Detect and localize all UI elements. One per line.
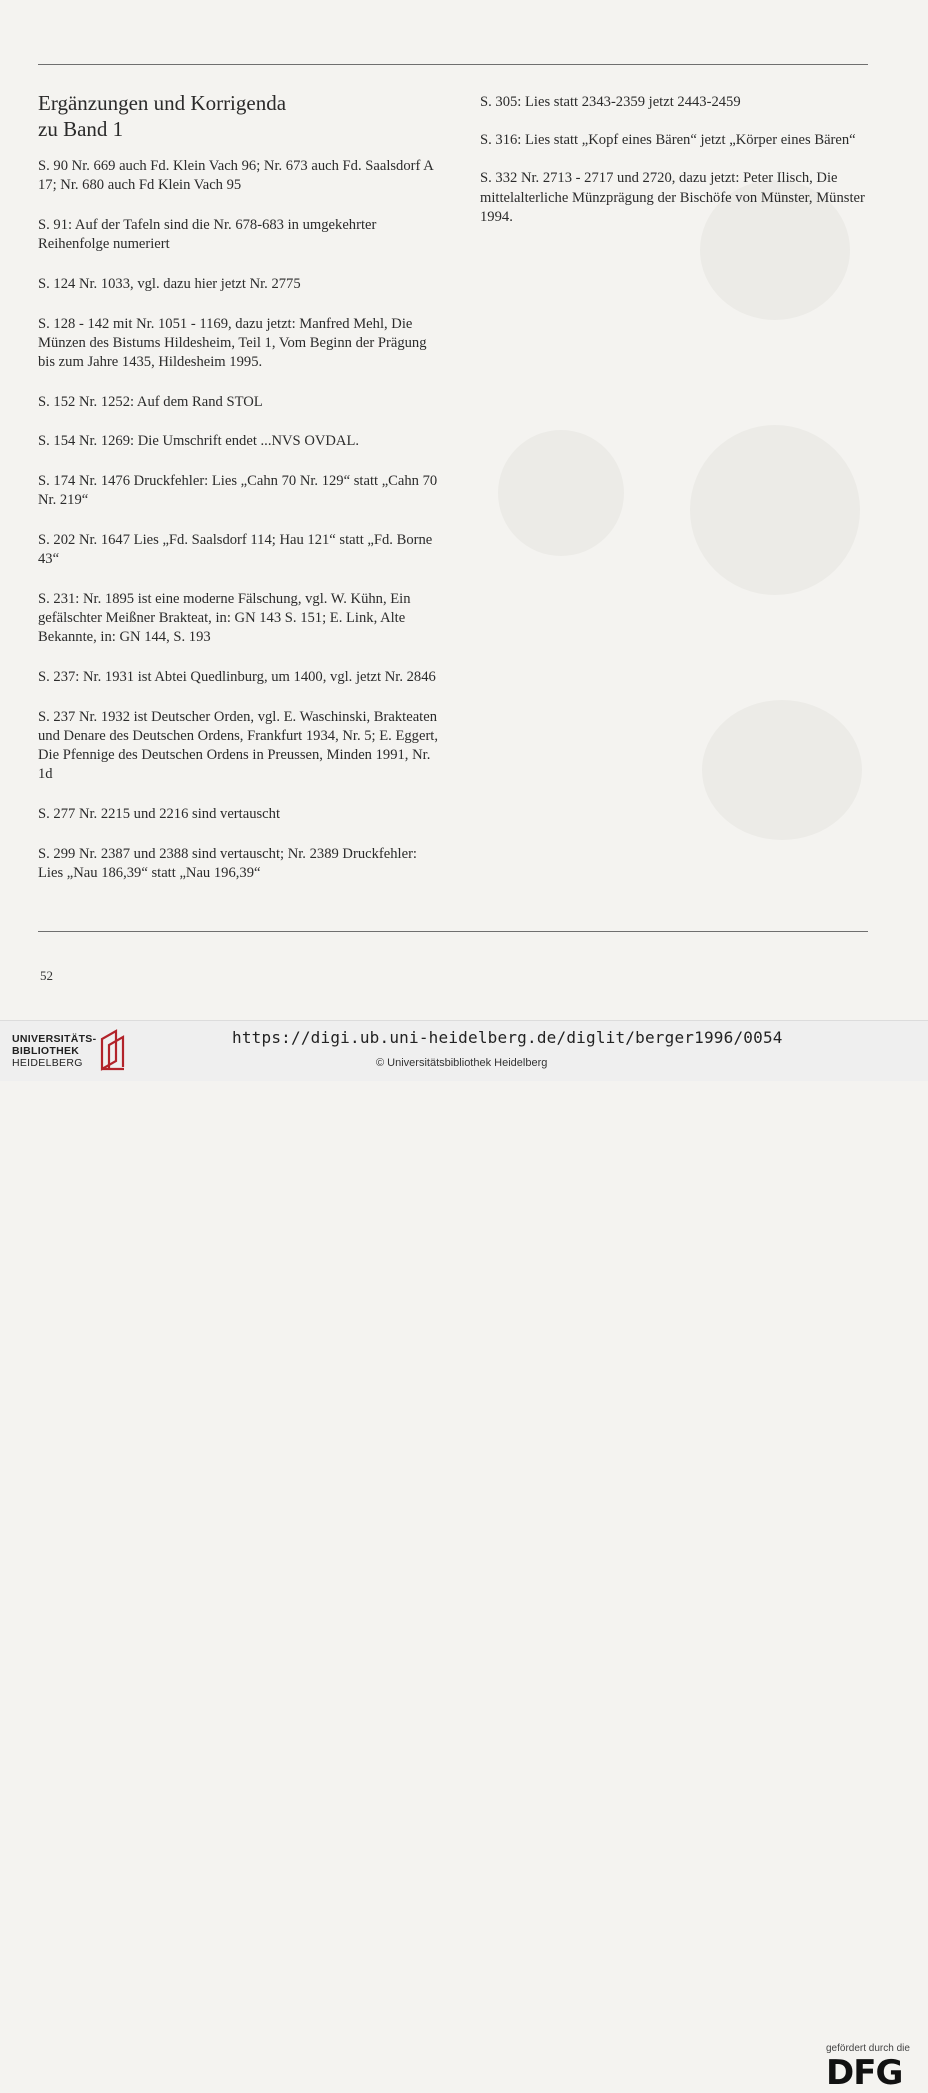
page-title bbox=[38, 90, 438, 142]
corrigendum-entry: S. 174 Nr. 1476 Druckfehler: Lies „Cahn 70 Nr. 129“ statt „Cahn 70 Nr. 219“ bbox=[38, 473, 438, 509]
corrigendum-entry: S. 305: Lies statt 2343-2359 jetzt 2443-2459 bbox=[480, 94, 741, 110]
dfg-logo[interactable]: DFG bbox=[826, 2053, 903, 2093]
corrigendum-entry: S. 124 Nr. 1033, vgl. dazu hier jetzt Nr. 2775 bbox=[38, 275, 301, 292]
corrigendum-entry: S. 90 Nr. 669 auch Fd. Klein Vach 96; Nr. 673 auch Fd. Saalsdorf A 17; Nr. 680 auch Fd Klein Vach 95 bbox=[38, 158, 433, 194]
left-column bbox=[38, 157, 438, 904]
permalink-url[interactable]: https://digi.ub.uni-heidelberg.de/diglit/berger1996/0054 bbox=[232, 1028, 783, 1047]
library-name-line: UNIVERSITÄTS- bbox=[12, 1033, 97, 1045]
corrigendum-entry: S. 316: Lies statt „Kopf eines Bären“ jetzt „Körper eines Bären“ bbox=[480, 132, 856, 149]
corrigendum-entry: S. 299 Nr. 2387 und 2388 sind vertauscht; Nr. 2389 Druckfehler: Lies „Nau 186,39“ statt „Nau 196,39“ bbox=[38, 845, 417, 881]
corrigendum-entry: S. 277 Nr. 2215 und 2216 sind vertauscht bbox=[38, 805, 281, 822]
title-line: zu Band 1 bbox=[38, 117, 124, 141]
corrigendum-entry: S. 202 Nr. 1647 Lies „Fd. Saalsdorf 114; Hau 121“ statt „Fd. Borne 43“ bbox=[38, 531, 433, 568]
corrigendum-entry: S. 231: Nr. 1895 ist eine moderne Fälschung, vgl. W. Kühn, Ein gefälschter Meißner Brakteat, in: GN 143 S. 151; E. Link, Alte Bekannte, in: GN 144, S. 193 bbox=[38, 590, 411, 646]
library-name-line: BIBLIOTHEK bbox=[12, 1045, 80, 1057]
title-line: Ergänzungen und Korrigenda bbox=[38, 91, 287, 115]
university-library-logo[interactable] bbox=[12, 1029, 132, 1075]
bleed-through-disc bbox=[498, 430, 624, 556]
corrigendum-entry: S. 152 Nr. 1252: Auf dem Rand STOL bbox=[38, 393, 263, 410]
corrigendum-entry: S. 237: Nr. 1931 ist Abtei Quedlinburg, um 1400, vgl. jetzt Nr. 2846 bbox=[38, 668, 436, 685]
corrigendum-entry: S. 237 Nr. 1932 ist Deutscher Orden, vgl. E. Waschinski, Brakteaten und Denare des Deutschen Ordens, Frankfurt 1934, Nr. 5; E. Eggert, Die Pfennige des Deutschen Ordens in Preussen, Minden 1991, Nr. 1d bbox=[38, 708, 439, 783]
scanned-page bbox=[0, 0, 928, 1020]
page-number: 52 bbox=[40, 968, 53, 983]
bleed-through-disc bbox=[690, 425, 860, 595]
corrigendum-entry: S. 332 Nr. 2713 - 2717 und 2720, dazu jetzt: Peter Ilisch, Die mittelalterliche Münzprägung der Bischöfe von Münster, Münster 1994. bbox=[480, 170, 865, 225]
corrigendum-entry: S. 128 - 142 mit Nr. 1051 - 1169, dazu jetzt: Manfred Mehl, Die Münzen des Bistums Hildesheim, Teil 1, Vom Beginn der Prägung bis zum Jahre 1435, Hildesheim 1995. bbox=[38, 315, 427, 370]
library-name-line: HEIDELBERG bbox=[12, 1057, 83, 1069]
corrigendum-entry: S. 154 Nr. 1269: Die Umschrift endet ...NVS OVDAL. bbox=[38, 433, 360, 450]
top-rule bbox=[38, 64, 868, 65]
library-emblem-icon bbox=[96, 1029, 130, 1071]
library-name bbox=[12, 1033, 96, 1069]
copyright-notice: © Universitätsbibliothek Heidelberg bbox=[376, 1057, 548, 1069]
bleed-through-disc bbox=[702, 700, 862, 840]
right-column bbox=[480, 93, 870, 246]
bottom-rule bbox=[38, 931, 868, 932]
dfg-label: gefördert durch die bbox=[826, 2043, 910, 2054]
corrigendum-entry: S. 91: Auf der Tafeln sind die Nr. 678-683 in umgekehrter Reihenfolge numeriert bbox=[38, 216, 377, 253]
